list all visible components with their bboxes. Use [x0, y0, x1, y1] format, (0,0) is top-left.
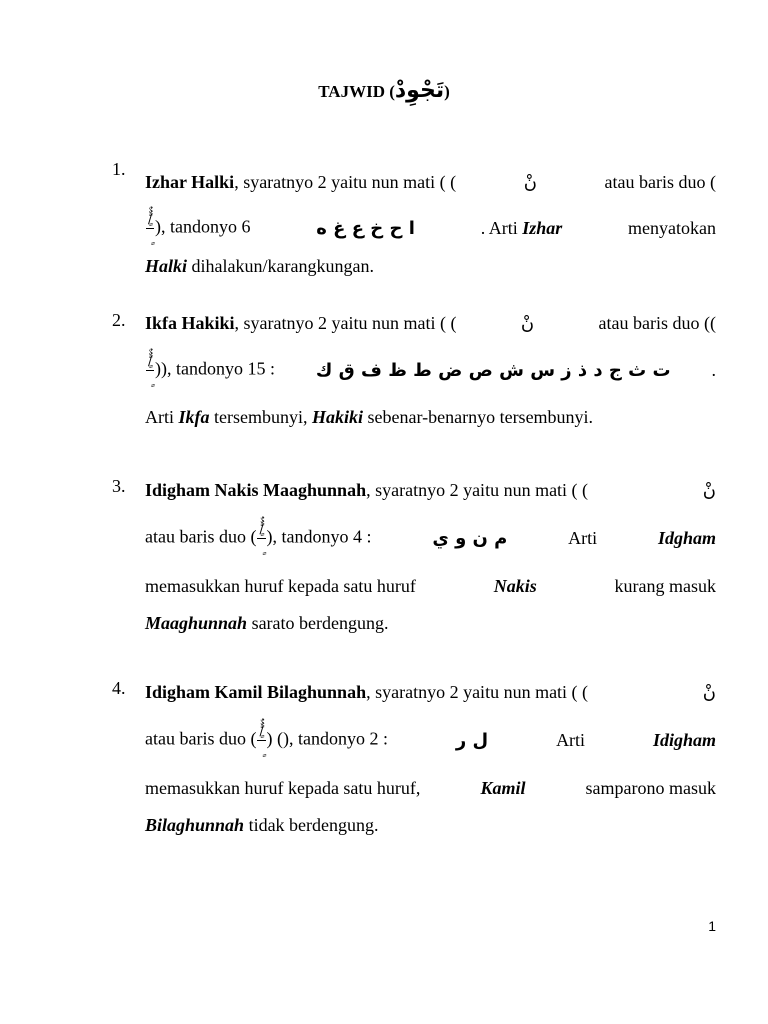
item-number: 4.	[112, 678, 126, 698]
item-number: 1.	[112, 159, 126, 179]
nun-mati: نْ	[520, 312, 535, 334]
tanwin-fraction: ًٌ/ٌٍ	[146, 213, 154, 244]
list-item: 2. Ikfa Hakiki, syaratnyo 2 yaitu nun mati ( ( نْ atau baris duo (( ًٌ/ٌٍ )), tandonyo 15 : ت ث ج د ذ ز س ش ص ض ط ظ ف ق ك . Arti Ikfa tersembunyi, Hakiki sebenar-benarnyo tersembunyi.	[112, 310, 716, 427]
arabic-letters: ا ح خ ع غ ه	[316, 217, 415, 239]
list-item: 3. Idigham Nakis Maaghunnah, syaratnyo 2 yaitu nun mati ( ( نْ atau baris duo ( ًٌ/ٌٍ ), tandonyo 4 : م ن و ي Arti Idgham memasukkan huruf kepada satu huruf Nakis kurang masuk Maaghunnah sarato berdengung.	[112, 476, 716, 633]
tanwin-fraction: ًٌ/ٌٍ	[146, 355, 154, 386]
tanwin-fraction: ًٌ/ٌٍ	[257, 725, 265, 756]
page-title: TAJWID (تَجْوِدْ)	[318, 78, 450, 103]
arabic-letters: ت ث ج د ذ ز س ش ص ض ط ظ ف ق ك	[315, 359, 671, 381]
item-name: Idigham Nakis Maaghunnah	[145, 479, 367, 500]
title-latin: TAJWID	[318, 82, 385, 101]
arabic-letters: م ن و ي	[432, 527, 508, 549]
item-number: 2.	[112, 310, 126, 330]
item-name: Ikfa Hakiki	[145, 312, 235, 333]
item-name: Idigham Kamil Bilaghunnah	[145, 681, 367, 702]
nun-mati: نْ	[523, 171, 537, 193]
item-number: 3.	[112, 476, 126, 496]
list-item: 4. Idigham Kamil Bilaghunnah, syaratnyo 2 yaitu nun mati ( ( نْ atau baris duo ( ًٌ/ٌٍ ) (), tandonyo 2 : ل ر Arti Idigham memasukkan huruf kepada satu huruf, Kamil samparono masuk Bilaghunnah tidak berdengung.	[112, 678, 716, 835]
item-name: Izhar Halki	[145, 171, 235, 192]
nun-mati: نْ	[702, 479, 716, 501]
arabic-letters: ل ر	[455, 729, 489, 751]
list-item: 1. Izhar Halki, syaratnyo 2 yaitu nun mati ( ( نْ atau baris duo ( ًٌ/ٌٍ ), tandonyo 6 ا ح خ ع غ ه . Arti Izhar menyatokan Halki dihalakun/karangkungan.	[112, 159, 716, 276]
title-arabic: تَجْوِدْ	[394, 78, 445, 103]
nun-mati: نْ	[702, 681, 716, 703]
page-number: 1	[708, 918, 716, 934]
tanwin-fraction: ًٌ/ٌٍ	[257, 523, 265, 554]
